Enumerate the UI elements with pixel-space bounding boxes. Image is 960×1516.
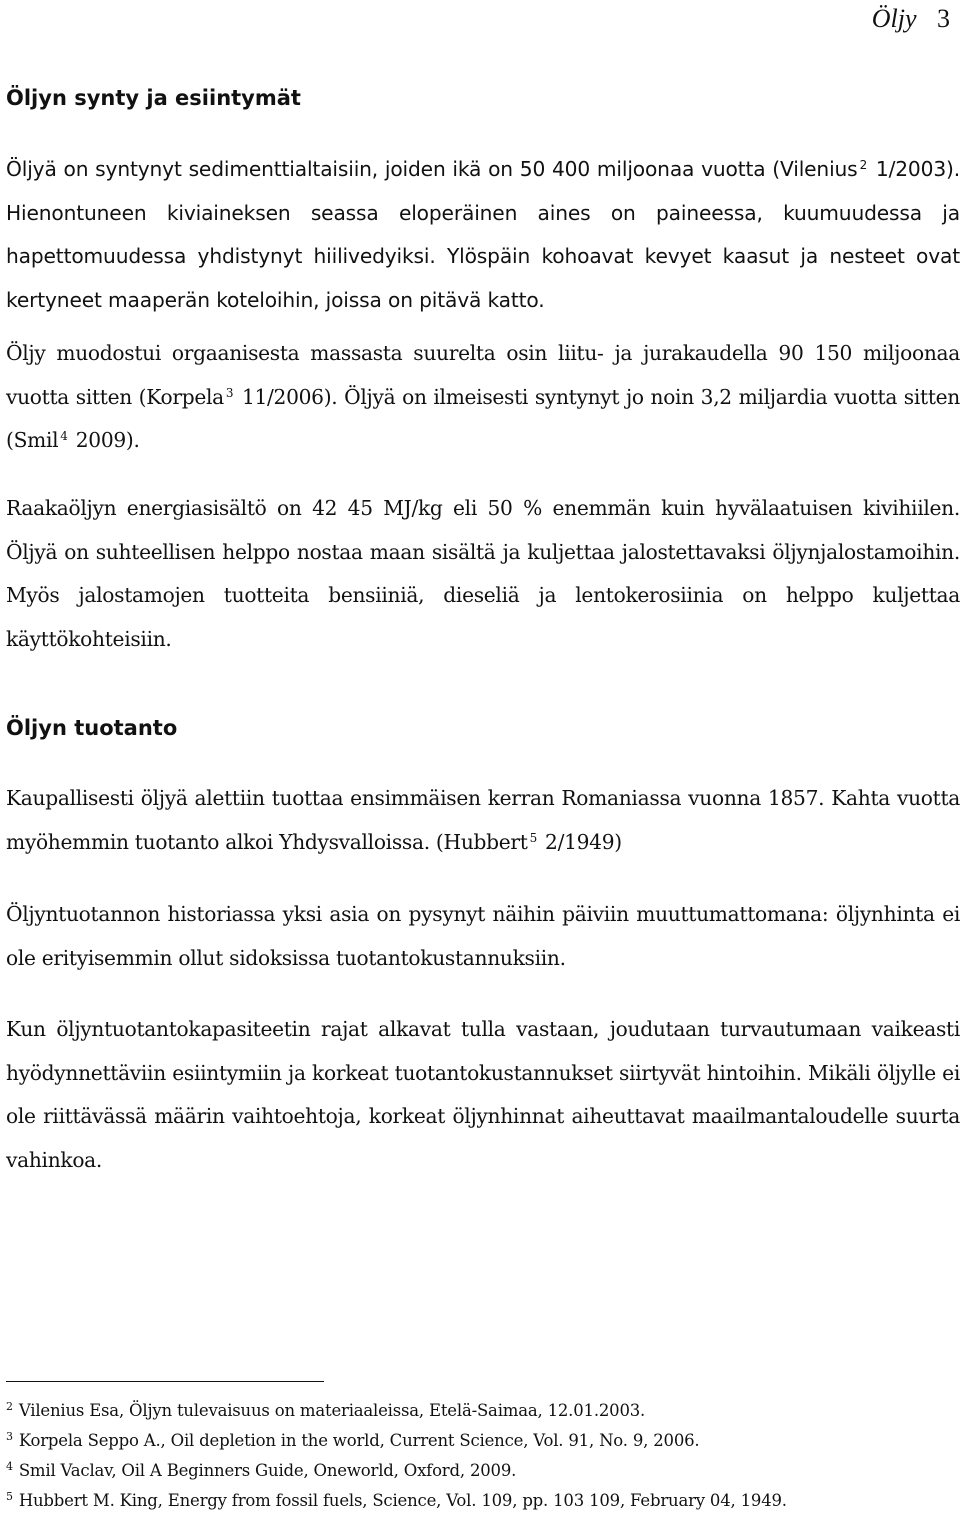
paragraph-tuotanto-2: Öljyntuotannon historiassa yksi asia on pysynyt näihin päiviin muuttumattomana: öljynhinta ei ole erityisemmin ollut sidoksissa tuotantokustannuksiin. — [6, 902, 960, 970]
page-header — [872, 4, 950, 34]
footnotes — [6, 1396, 960, 1516]
paragraph-tuotanto-1 — [6, 777, 960, 864]
footnote-text: Hubbert M. King, Energy from fossil fuels, Science, Vol. 109, pp. 103 109, February 04, 1949. — [18, 1491, 787, 1510]
footnote-text: Vilenius Esa, Öljyn tulevaisuus on materiaaleissa, Etelä-Saimaa, 12.01.2003. — [18, 1401, 646, 1420]
footnote-number: 3 — [6, 1430, 13, 1443]
paragraph-text: 2009). — [69, 428, 140, 452]
footnote-item — [6, 1456, 960, 1486]
header-title: Öljy — [871, 4, 917, 33]
footnote-number: 5 — [6, 1490, 13, 1503]
footnote-divider — [6, 1381, 324, 1382]
footnote-number: 2 — [6, 1400, 13, 1413]
paragraph-text: 1/2003). Hienontuneen kiviaineksen seassa eloperäinen aines on paineessa, kuumuudessa ja hapettomuudessa yhdistynyt hiilivedyiksi. Ylöspäin kohoavat kevyet kaasut ja nesteet ovat kertyneet maaperän koteloihin, joissa on pitävä katto. — [6, 157, 960, 312]
paragraph-text: Öljy muodostui orgaanisesta massasta suurelta osin liitu- ja jurakaudella 90 150 miljoonaa vuotta sitten (Korpela — [6, 341, 960, 409]
footnote-ref: 4 — [60, 429, 68, 443]
section-heading-synty: Öljyn synty ja esiintymät — [6, 86, 301, 110]
paragraph-tuotanto-3: Kun öljyntuotantokapasiteetin rajat alkavat tulla vastaan, joudutaan turvautumaan vaikeasti hyödynnettäviin esiintymiin ja korkeat tuotantokustannukset siirtyvät hintoihin. Mikäli öljylle ei ole riittävässä määrin vaihtoehtoja, korkeat öljynhinnat aiheuttavat maailmantaloudelle suurta vahinkoa. — [6, 1017, 960, 1172]
paragraph-text: 2/1949) — [538, 829, 622, 854]
page-number: 3 — [937, 4, 950, 33]
footnote-text: Korpela Seppo A., Oil depletion in the world, Current Science, Vol. 91, No. 9, 2006. — [18, 1431, 700, 1450]
paragraph-text: 11/2006). Öljyä on ilmeisesti syntynyt jo noin 3,2 miljardia vuotta sitten (Smil — [6, 384, 960, 452]
footnote-item — [6, 1426, 960, 1456]
paragraph-synty-2 — [6, 332, 960, 463]
paragraph-text: Öljyä on syntynyt sedimenttialtaisiin, joiden ikä on 50 400 miljoonaa vuotta (Vilenius — [6, 157, 858, 181]
footnote-ref: 2 — [859, 158, 868, 172]
footnote-text: Smil Vaclav, Oil A Beginners Guide, Oneworld, Oxford, 2009. — [18, 1461, 517, 1480]
footnote-ref: 5 — [529, 830, 537, 845]
footnote-number: 4 — [6, 1460, 13, 1473]
paragraph-text: Kaupallisesti öljyä alettiin tuottaa ensimmäisen kerran Romaniassa vuonna 1857. Kahta vuotta myöhemmin tuotanto alkoi Yhdysvalloissa. (Hubbert — [6, 786, 960, 854]
paragraph-synty-1 — [6, 148, 960, 322]
footnote-ref: 3 — [225, 385, 234, 400]
paragraph-energiasisalto: Raakaöljyn energiasisältö on 42 45 MJ/kg eli 50 % enemmän kuin hyvälaatuisen kivihiilen. Öljyä on suhteellisen helppo nostaa maan sisältä ja kuljettaa jalostettavaksi öljynjalostamoihin. Myös jalostamojen tuotteita bensiiniä, dieseliä ja lentokerosiinia on helppo kuljettaa käyttökohteisiin. — [6, 496, 960, 651]
section-heading-tuotanto: Öljyn tuotanto — [6, 716, 178, 740]
footnote-item — [6, 1396, 960, 1426]
